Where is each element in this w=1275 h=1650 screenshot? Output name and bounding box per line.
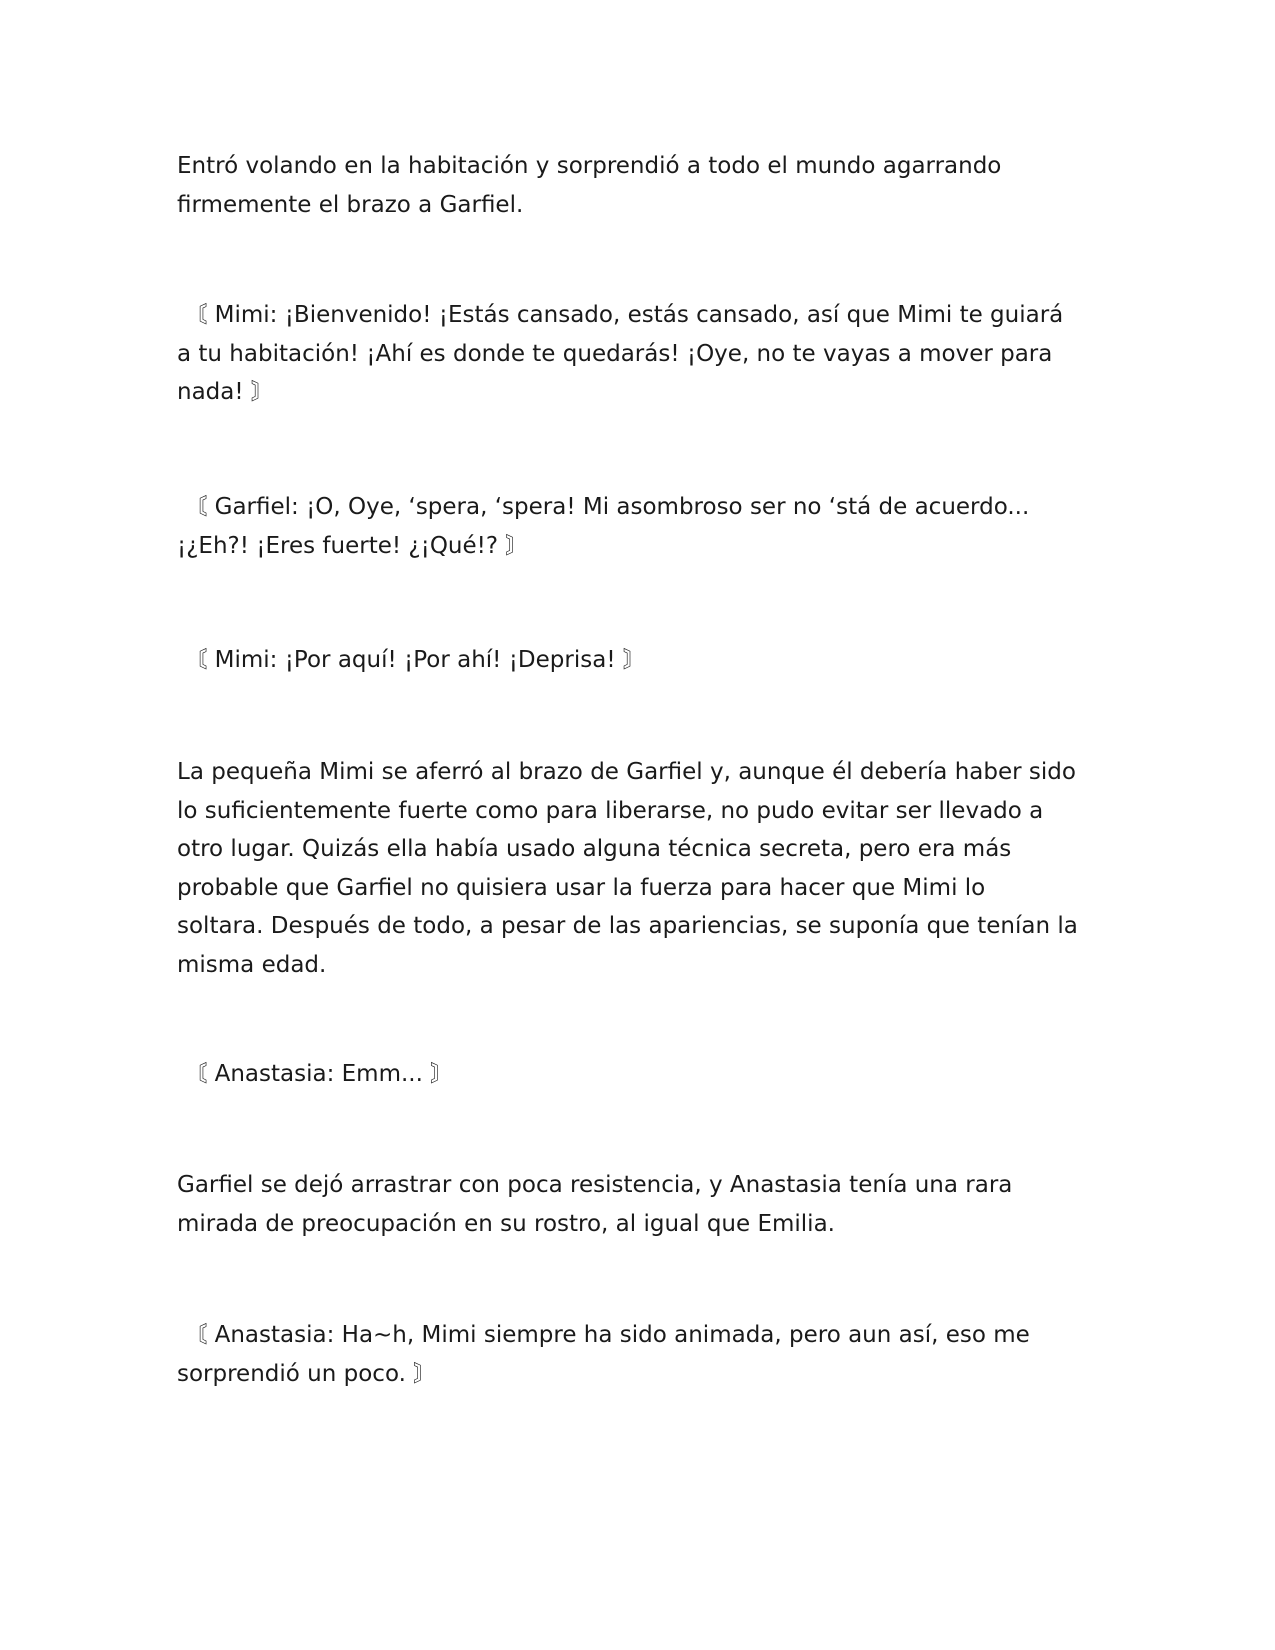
text-line: sorprendió un poco. 〙 <box>177 1360 437 1387</box>
paragraph-dialogue-anastasia-2 <box>177 1316 1107 1393</box>
paragraph-narration-1 <box>177 147 1107 224</box>
text-line: nada! 〙 <box>177 379 274 405</box>
paragraph-dialogue-garfiel <box>177 488 1107 565</box>
paragraph-dialogue-anastasia-1 <box>177 1055 1107 1094</box>
text-line: Garfiel se dejó arrastrar con poca resistencia, y Anastasia tenía una rara <box>177 1172 1013 1198</box>
text-line: Entró volando en la habitación y sorprendió a todo el mundo agarrando <box>177 153 1002 179</box>
text-line: mirada de preocupación en su rostro, al igual que Emilia. <box>177 1210 835 1237</box>
paragraph-narration-2 <box>177 753 1107 984</box>
text-line: probable que Garfiel no quisiera usar la fuerza para hacer que Mimi lo <box>177 874 986 901</box>
text-line: La pequeña Mimi se aferró al brazo de Garfiel y, aunque él debería haber sido <box>177 759 1076 785</box>
text-line: 〘 Mimi: ¡Por aquí! ¡Por ahí! ¡Deprisa! 〙 <box>177 647 646 673</box>
text-line: ¡¿Eh?! ¡Eres fuerte! ¿¡Qué!? 〙 <box>177 532 529 559</box>
text-line: 〘 Anastasia: Ha~h, Mimi siempre ha sido animada, pero aun así, eso me <box>177 1322 1030 1348</box>
text-line: a tu habitación! ¡Ahí es donde te quedarás! ¡Oye, no te vayas a mover para <box>177 340 1053 367</box>
text-line: 〘 Mimi: ¡Bienvenido! ¡Estás cansado, estás cansado, así que Mimi te guiará <box>177 302 1064 328</box>
text-line: lo suficientemente fuerte como para liberarse, no pudo evitar ser llevado a <box>177 797 1044 824</box>
text-line: misma edad. <box>177 951 327 978</box>
text-line: otro lugar. Quizás ella había usado alguna técnica secreta, pero era más <box>177 836 1012 862</box>
text-line: firmemente el brazo a Garfiel. <box>177 191 524 218</box>
text-line: 〘 Anastasia: Emm... 〙 <box>177 1061 454 1087</box>
text-line: 〘 Garfiel: ¡O, Oye, ‘spera, ‘spera! Mi asombroso ser no ‘stá de acuerdo... <box>177 494 1030 520</box>
text-line: soltara. Después de todo, a pesar de las apariencias, se suponía que tenían la <box>177 913 1078 939</box>
paragraph-dialogue-mimi-2 <box>177 641 1107 680</box>
paragraph-dialogue-mimi-1 <box>177 296 1107 412</box>
paragraph-narration-3 <box>177 1166 1107 1243</box>
